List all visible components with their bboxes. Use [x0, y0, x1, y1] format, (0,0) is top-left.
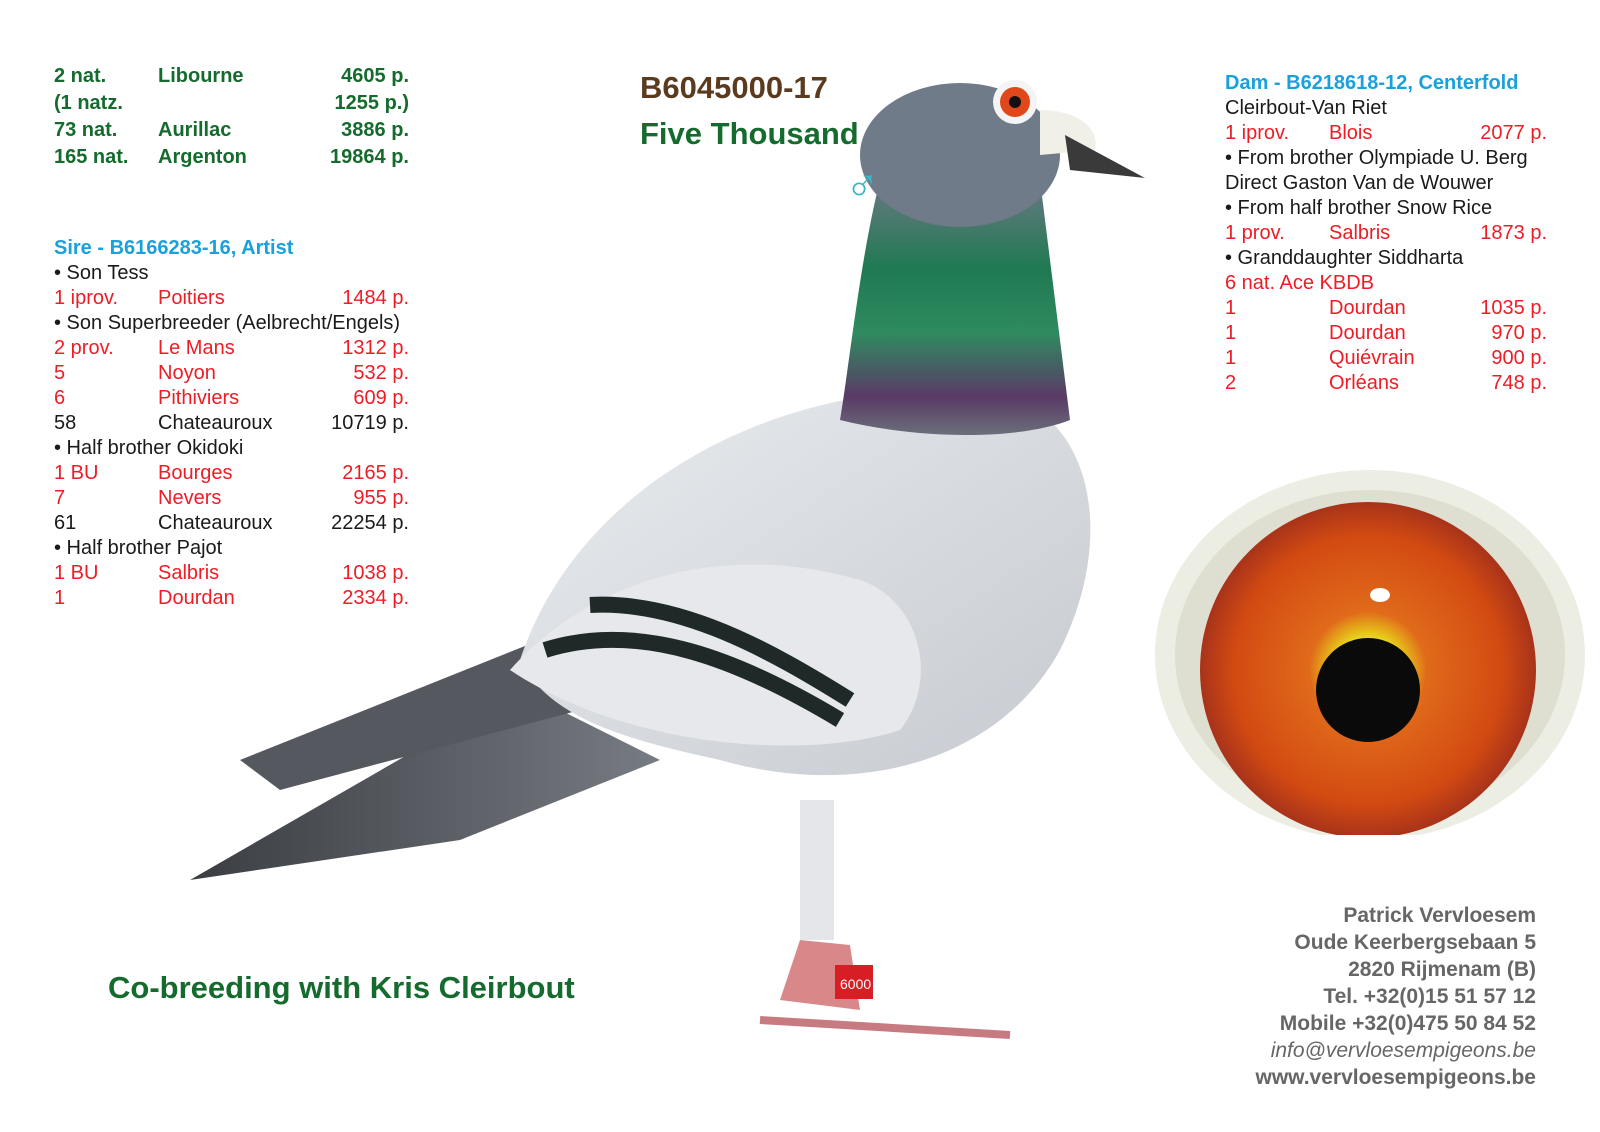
sire-points: 22254 p. — [331, 512, 409, 534]
dam-race: Salbris — [1329, 222, 1391, 244]
sire-row — [54, 411, 409, 436]
sire-points: 1038 p. — [342, 562, 409, 584]
dam-place: 1 iprov. — [1225, 122, 1290, 144]
dam-note: • Granddaughter Siddharta — [1225, 247, 1464, 269]
top-result-place: 73 nat. — [54, 119, 118, 141]
dam-points: 2077 p. — [1480, 122, 1547, 144]
sire-note: • Son Superbreeder (Aelbrecht/Engels) — [54, 312, 401, 334]
ring-band-text: 6000 — [840, 976, 872, 992]
top-result-points: 19864 p. — [330, 146, 409, 168]
sire-race: Bourges — [158, 462, 233, 484]
top-result-race: Aurillac — [158, 119, 232, 141]
sire-place: 1 iprov. — [54, 287, 119, 309]
top-result-row — [54, 145, 409, 172]
top-result-points: 3886 p. — [341, 119, 409, 141]
sire-row — [54, 311, 409, 336]
sire-note: • Son Tess — [54, 262, 149, 284]
sire-place: 5 — [54, 362, 66, 384]
sire-row — [54, 386, 409, 411]
sire-place: 6 — [54, 387, 66, 409]
dam-race: Dourdan — [1329, 297, 1406, 319]
sire-race: Poitiers — [158, 287, 225, 309]
sire-place: 1 BU — [54, 562, 99, 584]
dam-place: 1 — [1225, 297, 1237, 319]
dam-points: 748 p. — [1491, 372, 1547, 394]
sire-race: Dourdan — [158, 587, 235, 609]
top-result-row — [54, 118, 409, 145]
sire-place: 1 BU — [54, 462, 99, 484]
dam-place: 1 prov. — [1225, 222, 1285, 244]
dam-row — [1225, 196, 1547, 221]
dam-row — [1225, 171, 1547, 196]
dam-race: Blois — [1329, 122, 1373, 144]
sire-place: 61 — [54, 512, 77, 534]
dam-row — [1225, 221, 1547, 246]
sire-points: 2165 p. — [342, 462, 409, 484]
sire-points: 532 p. — [353, 362, 409, 384]
sire-race: Nevers — [158, 487, 222, 509]
top-result-race: Libourne — [158, 65, 244, 87]
dam-points: 970 p. — [1491, 322, 1547, 344]
contact-mobile: Mobile +32(0)475 50 84 52 — [1279, 1012, 1536, 1035]
dam-note: • From half brother Snow Rice — [1225, 197, 1493, 219]
sire-place: 58 — [54, 412, 77, 434]
sire-race: Le Mans — [158, 337, 235, 359]
contact-block — [1116, 902, 1536, 1091]
contact-email-link[interactable]: info@vervloesempigeons.be — [1270, 1039, 1536, 1062]
top-result-race: Argenton — [158, 146, 247, 168]
sire-place: 1 — [54, 587, 66, 609]
sire-row — [54, 536, 409, 561]
contact-website-link[interactable]: www.vervloesempigeons.be — [1255, 1066, 1536, 1089]
sire-race: Chateauroux — [158, 412, 273, 434]
dam-row — [1225, 146, 1547, 171]
contact-street: Oude Keerbergsebaan 5 — [1294, 931, 1536, 954]
top-result-row — [54, 64, 409, 91]
dam-race: Orléans — [1329, 372, 1400, 394]
sire-points: 2334 p. — [342, 587, 409, 609]
top-result-place: (1 natz. — [54, 92, 123, 114]
sire-place: 7 — [54, 487, 66, 509]
dam-note: 6 nat. Ace KBDB — [1225, 272, 1374, 294]
sire-row — [54, 461, 409, 486]
top-result-points: 4605 p. — [341, 65, 409, 87]
dam-row — [1225, 296, 1547, 321]
dam-row — [1225, 96, 1547, 121]
top-result-place: 2 nat. — [54, 65, 107, 87]
dam-note: Cleirbout-Van Riet — [1225, 97, 1387, 119]
sire-row — [54, 561, 409, 586]
sire-points: 1484 p. — [342, 287, 409, 309]
eye-closeup-image — [1140, 455, 1590, 835]
top-result-row — [54, 91, 409, 118]
cobreeding-note: Co-breeding with Kris Cleirbout — [108, 970, 575, 1005]
sire-points: 10719 p. — [331, 412, 409, 434]
sire-race: Salbris — [158, 562, 220, 584]
sire-row — [54, 336, 409, 361]
contact-tel: Tel. +32(0)15 51 57 12 — [1323, 985, 1536, 1008]
dam-place: 1 — [1225, 322, 1237, 344]
sire-race: Pithiviers — [158, 387, 240, 409]
sire-race: Chateauroux — [158, 512, 273, 534]
sire-note: • Half brother Okidoki — [54, 437, 244, 459]
sire-heading: Sire - B6166283-16, Artist — [54, 237, 294, 259]
dam-note: • From brother Olympiade U. Berg — [1225, 147, 1528, 169]
contact-name: Patrick Vervloesem — [1343, 904, 1536, 927]
dam-points: 1035 p. — [1480, 297, 1547, 319]
top-result-points: 1255 p.) — [334, 92, 409, 114]
dam-row — [1225, 271, 1547, 296]
sire-points: 955 p. — [353, 487, 409, 509]
dam-row — [1225, 371, 1547, 396]
dam-points: 1873 p. — [1480, 222, 1547, 244]
sire-row — [54, 436, 409, 461]
male-symbol-icon: ♂ — [845, 159, 880, 211]
dam-race: Dourdan — [1329, 322, 1406, 344]
dam-note: Direct Gaston Van de Wouwer — [1225, 172, 1494, 194]
ring-number: B6045000-17 — [640, 70, 828, 105]
sire-points: 1312 p. — [342, 337, 409, 359]
sire-row — [54, 586, 409, 611]
sire-row — [54, 486, 409, 511]
top-result-place: 165 nat. — [54, 146, 129, 168]
dam-row — [1225, 246, 1547, 271]
contact-city: 2820 Rijmenam (B) — [1348, 958, 1536, 981]
dam-row — [1225, 346, 1547, 371]
sire-place: 2 prov. — [54, 337, 114, 359]
dam-place: 1 — [1225, 347, 1237, 369]
sire-note: • Half brother Pajot — [54, 537, 223, 559]
sire-row — [54, 286, 409, 311]
sire-row — [54, 361, 409, 386]
dam-points: 900 p. — [1491, 347, 1547, 369]
sire-race: Noyon — [158, 362, 216, 384]
dam-place: 2 — [1225, 372, 1237, 394]
sire-row — [54, 261, 409, 286]
dam-race: Quiévrain — [1329, 347, 1415, 369]
dam-heading: Dam - B6218618-12, Centerfold — [1225, 72, 1519, 94]
sire-points: 609 p. — [353, 387, 409, 409]
pigeon-name: Five Thousand — [640, 116, 859, 151]
dam-row — [1225, 321, 1547, 346]
sire-row — [54, 511, 409, 536]
dam-row — [1225, 121, 1547, 146]
